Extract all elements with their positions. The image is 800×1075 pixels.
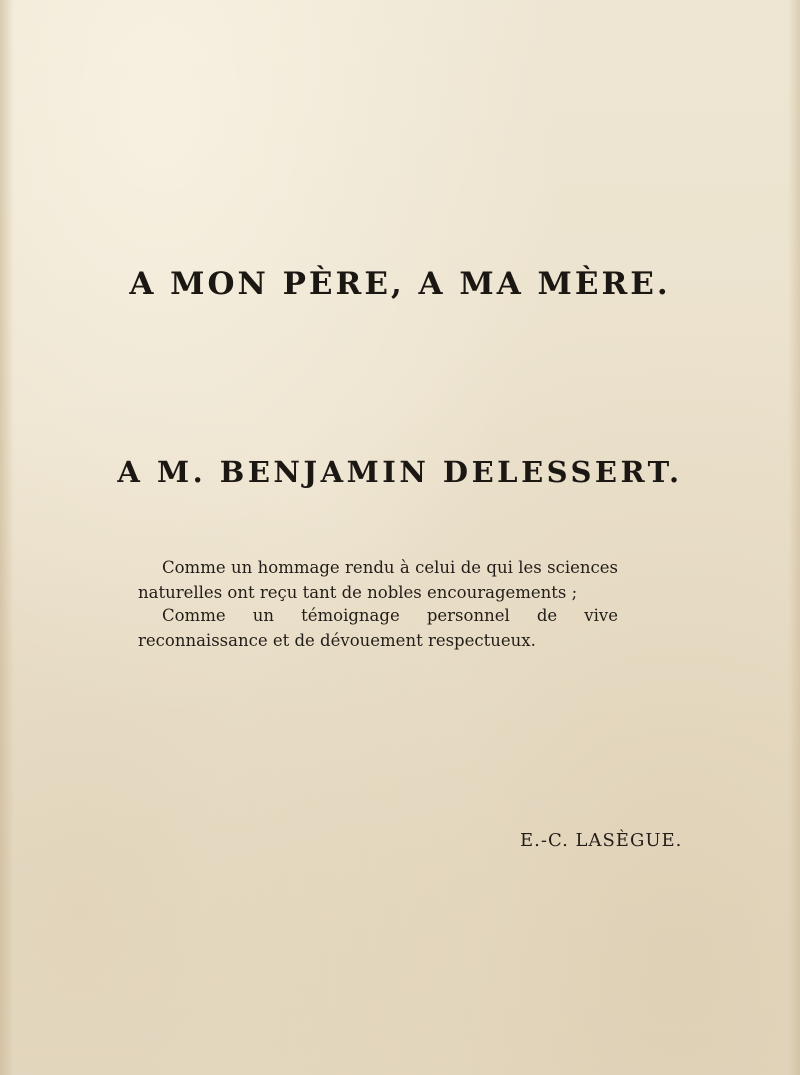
author-signature: E.-C. LASÈGUE. <box>520 830 683 851</box>
dedication-paragraph-homage: Comme un hommage rendu à celui de qui les sciences naturelles ont reçu tant de nobles encouragements ; <box>138 558 618 602</box>
dedication-line-delessert: A M. BENJAMIN DELESSERT. <box>117 455 683 489</box>
dedication-line-parents: A MON PÈRE, A MA MÈRE. <box>129 266 671 302</box>
page-edge-shadow-right <box>788 0 800 1075</box>
dedication-paragraph-gratitude: Comme un témoignage personnel de vive reconnaissance et de dévouement respectueux. <box>138 606 618 650</box>
page-edge-shadow-left <box>0 0 14 1075</box>
